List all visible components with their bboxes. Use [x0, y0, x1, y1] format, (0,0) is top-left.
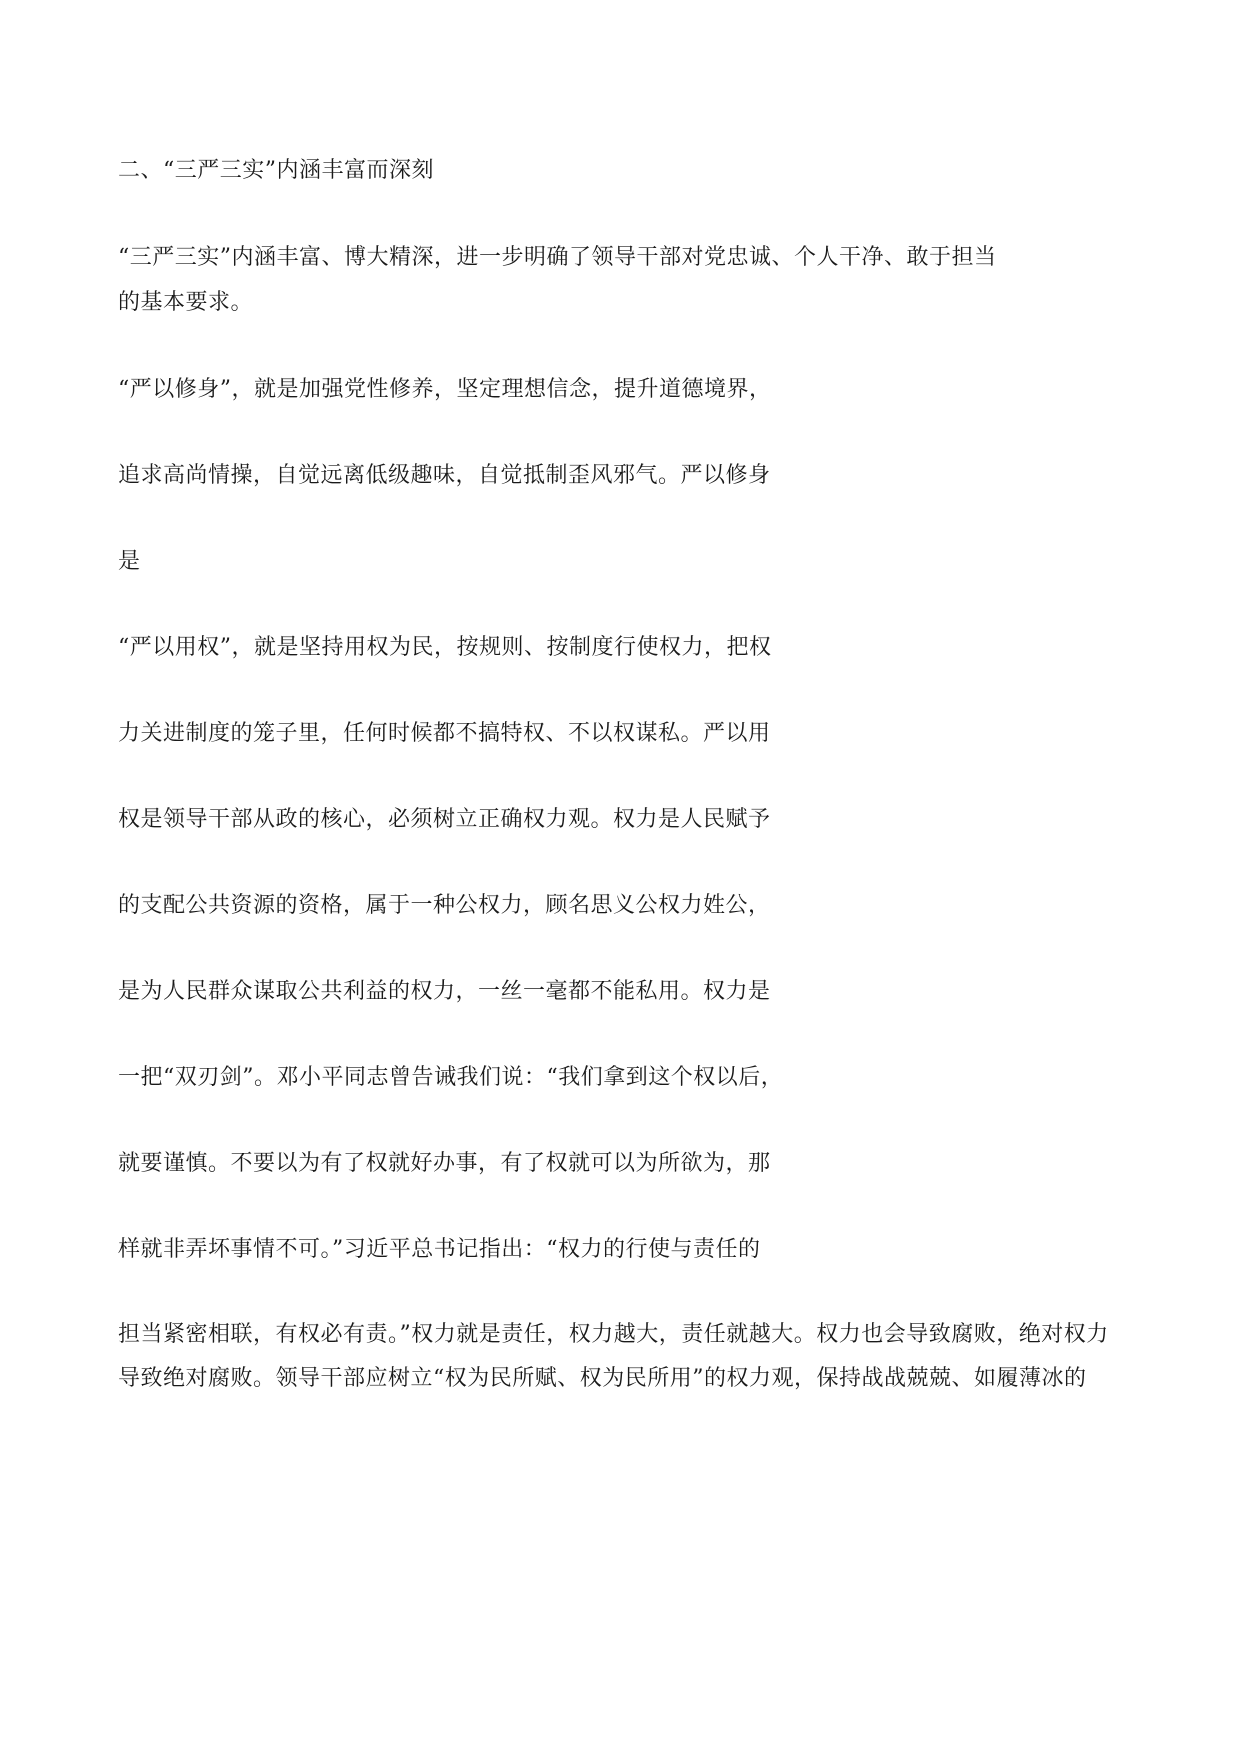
text-line: 权是领导干部从政的核心，必须树立正确权力观。权力是人民赋予 — [118, 807, 771, 832]
text-line: 是为人民群众谋取公共利益的权力，一丝一毫都不能私用。权力是 — [118, 979, 771, 1004]
text-line: 追求高尚情操，自觉远离低级趣味，自觉抵制歪风邪气。严以修身 — [118, 463, 771, 488]
text-line: 一把“双刃剑”。邓小平同志曾告诫我们说：“我们拿到这个权以后， — [118, 1065, 784, 1090]
text-line: 样就非弄坏事情不可。”习近平总书记指出：“权力的行使与责任的 — [118, 1237, 761, 1262]
text-line: 就要谨慎。不要以为有了权就好办事，有了权就可以为所欲为，那 — [118, 1151, 771, 1176]
final-paragraph: 担当紧密相联，有权必有责。”权力就是责任，权力越大，责任就越大。权力也会导致腐败，绝对权力导致绝对腐败。领导干部应树立“权为民所赋、权为民所用”的权力观，保持战战兢兢、如履薄冰的 — [118, 1322, 1109, 1391]
intro-line-2: 的基本要求。 — [118, 290, 254, 315]
section-heading: 二、“三严三实”内涵丰富而深刻 — [118, 158, 434, 183]
text-line: 是 — [118, 549, 141, 574]
text-line: 力关进制度的笼子里，任何时候都不搞特权、不以权谋私。严以用 — [118, 721, 771, 746]
text-line: “严以修身”，就是加强党性修养，坚定理想信念，提升道德境界， — [118, 377, 772, 402]
intro-line-1: “三严三实”内涵丰富、博大精深，进一步明确了领导干部对党忠诚、个人干净、敢于担当 — [118, 245, 997, 270]
text-line: 的支配公共资源的资格，属于一种公权力，顾名思义公权力姓公， — [118, 893, 771, 918]
text-line: “严以用权”，就是坚持用权为民，按规则、按制度行使权力，把权 — [118, 635, 772, 660]
